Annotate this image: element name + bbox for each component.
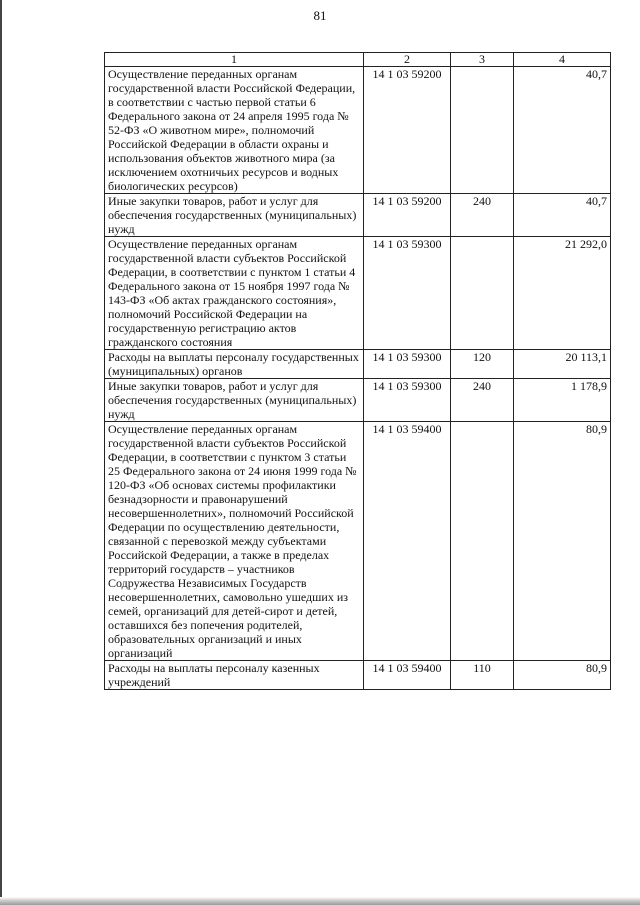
row-name: Иные закупки товаров, работ и услуг для обеспечения государственных (муниципальных) нужд [105,194,364,237]
row-expense-type: 120 [451,350,514,379]
row-code: 14 1 03 59200 [364,67,451,194]
row-expense-type: 110 [451,661,514,690]
table-row [105,67,611,194]
table-row [105,350,611,379]
row-name: Осуществление переданных органам государственной власти субъектов Российской Федерации, в соответствии с пунктом 1 статьи 4 Федерального закона от 15 ноября 1997 года № 143-ФЗ «Об актах гражданского состояния», полномочий Российской Федерации на государственную регистрацию актов гражданского состояния [105,237,364,350]
table-row [105,422,611,661]
row-code: 14 1 03 59400 [364,422,451,661]
scan-edge-bottom [0,897,640,905]
row-expense-type [451,67,514,194]
row-expense-type [451,237,514,350]
row-code: 14 1 03 59400 [364,661,451,690]
row-sum: 21 292,0 [514,237,611,350]
row-expense-type: 240 [451,194,514,237]
table-header-row [105,53,611,67]
row-expense-type: 240 [451,379,514,422]
row-name: Осуществление переданных органам государственной власти Российской Федерации, в соответствии с частью первой статьи 6 Федерального закона от 24 апреля 1995 года № 52-ФЗ «О животном мире», полномочий Российской Федерации в области охраны и использования объектов животного мира (за исключением охотничьих ресурсов и водных биологических ресурсов) [105,67,364,194]
column-header: 1 [105,53,364,67]
row-name: Иные закупки товаров, работ и услуг для обеспечения государственных (муниципальных) нужд [105,379,364,422]
column-header: 3 [451,53,514,67]
row-sum: 20 113,1 [514,350,611,379]
row-name: Расходы на выплаты персоналу казенных учреждений [105,661,364,690]
page-number: 81 [313,8,327,23]
row-sum: 80,9 [514,661,611,690]
table-row [105,661,611,690]
row-code: 14 1 03 59300 [364,379,451,422]
row-code: 14 1 03 59200 [364,194,451,237]
table-row [105,379,611,422]
column-header: 2 [364,53,451,67]
column-header: 4 [514,53,611,67]
row-expense-type [451,422,514,661]
table-row [105,194,611,237]
row-name: Расходы на выплаты персоналу государственных (муниципальных) органов [105,350,364,379]
row-name: Осуществление переданных органам государственной власти субъектов Российской Федерации, в соответствии с пунктом 3 статьи 25 Федерального закона от 24 июня 1999 года № 120-ФЗ «Об основах системы профилактики безнадзорности и правонарушений несовершеннолетних», полномочий Российской Федерации по осуществлению деятельности, связанной с перевозкой между субъектами Российской Федерации, а также в пределах территорий государств – участников Содружества Независимых Государств несовершеннолетних, самовольно ушедших из семей, организаций для детей-сирот и детей, оставшихся без попечения родителей, образовательных организаций и иных организаций [105,422,364,661]
row-sum: 40,7 [514,194,611,237]
scan-edge-left [0,0,2,905]
row-sum: 80,9 [514,422,611,661]
row-sum: 1 178,9 [514,379,611,422]
table-row [105,237,611,350]
row-code: 14 1 03 59300 [364,237,451,350]
row-sum: 40,7 [514,67,611,194]
row-code: 14 1 03 59300 [364,350,451,379]
budget-table [104,52,611,690]
